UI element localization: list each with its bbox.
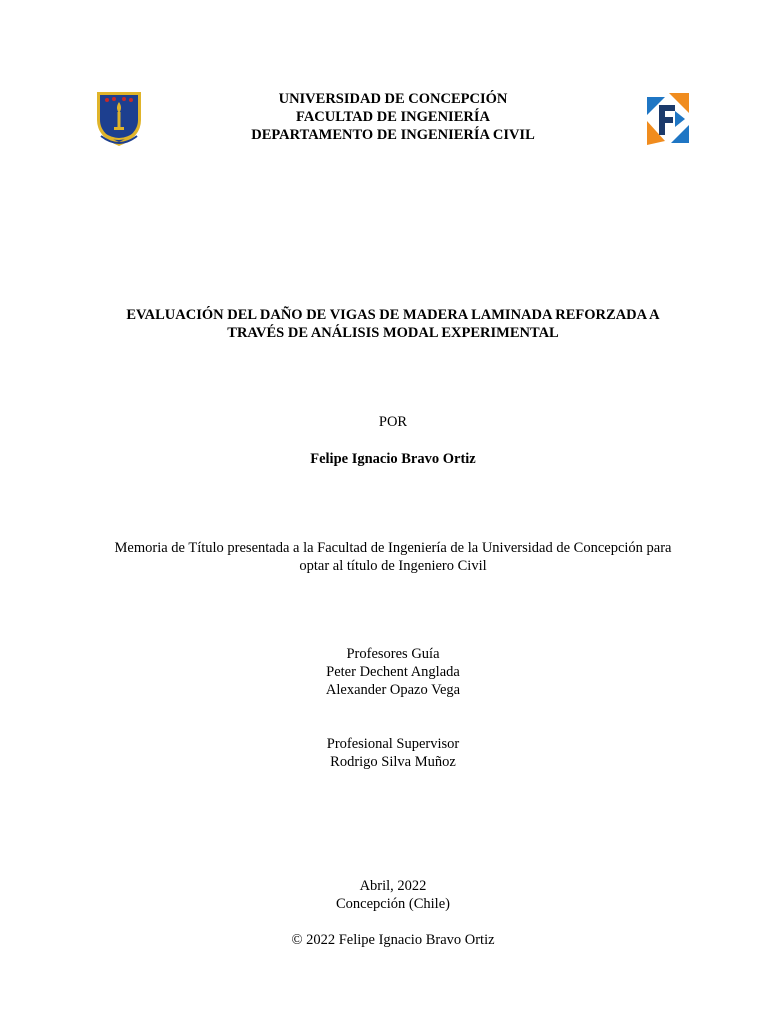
thesis-title-line-1: EVALUACIÓN DEL DAÑO DE VIGAS DE MADERA LAMINADA REFORZADA A — [126, 307, 660, 323]
author-name: Felipe Ignacio Bravo Ortiz — [310, 451, 476, 467]
faculty-name: FACULTAD DE INGENIERÍA — [296, 109, 490, 125]
professional-supervisor — [0, 735, 768, 771]
memoria-line-2: optar al título de Ingeniero Civil — [299, 558, 487, 574]
thesis-title — [0, 306, 768, 342]
supervisor-heading: Profesional Supervisor — [326, 736, 460, 752]
guide-professor-name: Alexander Opazo Vega — [325, 682, 461, 698]
guide-professors — [0, 645, 768, 699]
guide-professor-name: Peter Dechent Anglada — [326, 664, 460, 680]
institution-header — [0, 90, 768, 144]
supervisor-name: Rodrigo Silva Muñoz — [330, 754, 456, 770]
memoria-statement — [0, 539, 768, 575]
department-name: DEPARTAMENTO DE INGENIERÍA CIVIL — [251, 127, 535, 143]
copyright-notice: © 2022 Felipe Ignacio Bravo Ortiz — [291, 932, 495, 948]
memoria-line-1: Memoria de Título presentada a la Facultad de Ingeniería de la Universidad de Concepción para — [114, 540, 672, 556]
date-place — [0, 877, 768, 913]
por-label: POR — [378, 414, 408, 430]
guide-professors-heading: Profesores Guía — [346, 646, 440, 662]
place: Concepción (Chile) — [336, 896, 450, 912]
thesis-title-line-2: TRAVÉS DE ANÁLISIS MODAL EXPERIMENTAL — [227, 325, 559, 341]
university-name: UNIVERSIDAD DE CONCEPCIÓN — [278, 91, 508, 107]
date: Abril, 2022 — [359, 878, 427, 894]
